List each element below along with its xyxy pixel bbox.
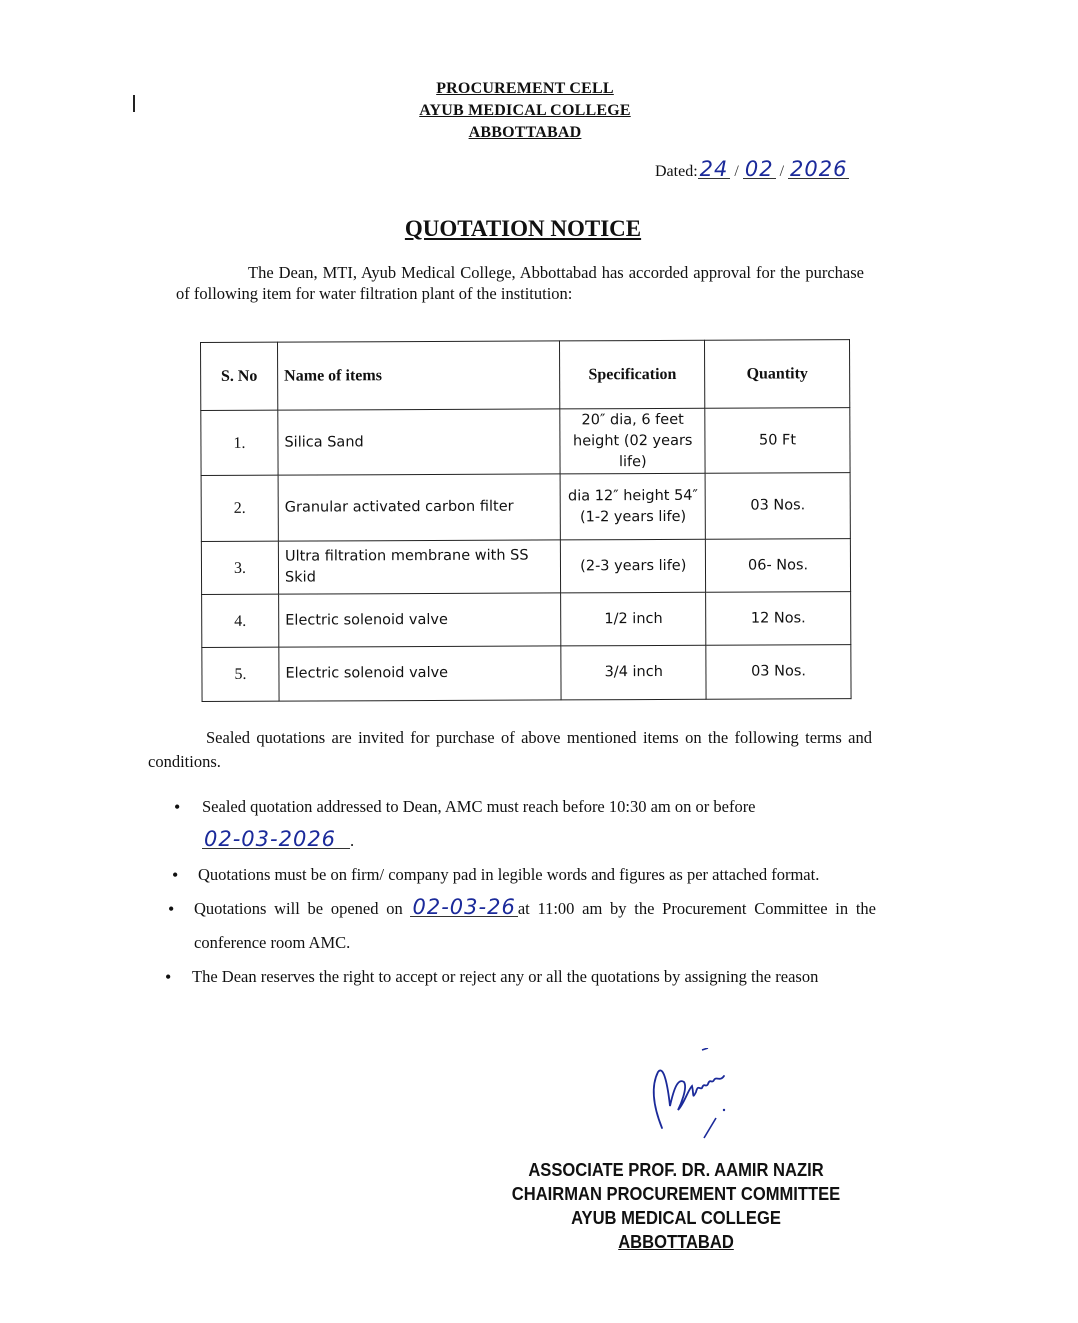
intro-paragraph: The Dean, MTI, Ayub Medical College, Abbottabad has accorded approval for the purchase of following item for water filtration plant of the institution: bbox=[176, 263, 864, 303]
signatory-name: ASSOCIATE PROF. DR. AAMIR NAZIR bbox=[528, 1160, 824, 1180]
term-text: Sealed quotation addressed to Dean, AMC must reach before 10:30 am on or before bbox=[202, 797, 756, 816]
items-table bbox=[200, 339, 852, 702]
cell-qty: 06- Nos. bbox=[706, 539, 851, 593]
signatory-city: ABBOTTABAD bbox=[618, 1232, 734, 1252]
bullet-icon: • bbox=[168, 899, 175, 919]
cell-spec: (2-3 years life) bbox=[561, 539, 706, 593]
term-text: The Dean reserves the right to accept or reject any or all the quotations by assigning the reason bbox=[192, 967, 819, 986]
term-text: at 11:00 am by the Procurement Committee in the conference room AMC. bbox=[194, 899, 876, 952]
cell-sno: 2. bbox=[201, 475, 278, 541]
cell-sno: 1. bbox=[201, 410, 278, 475]
cell-qty: 03 Nos. bbox=[706, 645, 851, 700]
cell-name: Electric solenoid valve bbox=[279, 646, 562, 701]
bullet-icon: • bbox=[172, 865, 179, 885]
header-quantity: Quantity bbox=[705, 340, 850, 409]
cell-sno: 3. bbox=[201, 541, 278, 594]
signatory-org: AYUB MEDICAL COLLEGE bbox=[571, 1208, 781, 1228]
cell-spec: 20″ dia, 6 feet height (02 years life) bbox=[560, 408, 705, 474]
signatory-designation: CHAIRMAN PROCUREMENT COMMITTEE bbox=[511, 1184, 841, 1204]
dated-year: 2026 bbox=[790, 157, 848, 181]
dated-day: 24 bbox=[699, 157, 729, 181]
cell-spec: 1/2 inch bbox=[561, 592, 706, 646]
bullet-icon: • bbox=[165, 967, 172, 987]
header-sno: S. No bbox=[201, 342, 278, 410]
table-row bbox=[202, 592, 851, 648]
table-row bbox=[201, 473, 850, 542]
term-text: Quotations will be opened on bbox=[194, 899, 403, 918]
cell-name: Granular activated carbon filter bbox=[278, 474, 561, 541]
cell-name: Electric solenoid valve bbox=[279, 593, 562, 647]
header-college: AYUB MEDICAL COLLEGE bbox=[419, 102, 631, 119]
date-separator: / bbox=[734, 163, 739, 180]
term-end-punctuation: . bbox=[350, 831, 355, 850]
cell-qty: 12 Nos. bbox=[706, 592, 851, 646]
terms-list bbox=[160, 790, 876, 994]
term-item bbox=[160, 790, 876, 858]
cell-spec: dia 12″ height 54″ (1-2 years life) bbox=[560, 473, 705, 540]
table-header-row bbox=[201, 340, 850, 411]
table-row bbox=[202, 645, 851, 702]
header-name: Name of items bbox=[278, 341, 561, 410]
term-item bbox=[160, 892, 876, 960]
cell-name: Ultra filtration membrane with SS Skid bbox=[278, 540, 561, 594]
cell-name: Silica Sand bbox=[278, 409, 561, 475]
header-procurement-cell: PROCUREMENT CELL bbox=[436, 80, 614, 97]
dated-line bbox=[655, 157, 849, 181]
header-specification: Specification bbox=[560, 340, 705, 409]
term-item bbox=[160, 858, 876, 892]
date-separator: / bbox=[779, 163, 785, 180]
header-city: ABBOTTABAD bbox=[468, 124, 582, 141]
cell-sno: 5. bbox=[202, 647, 279, 701]
dated-label: Dated: bbox=[655, 163, 698, 180]
signature bbox=[640, 1048, 750, 1148]
term-item bbox=[160, 960, 876, 994]
dated-month: 02 bbox=[744, 157, 774, 181]
page-title: QUOTATION NOTICE bbox=[404, 216, 642, 241]
cell-qty: 50 Ft bbox=[705, 408, 850, 474]
cell-spec: 3/4 inch bbox=[561, 645, 706, 700]
cell-sno: 4. bbox=[202, 594, 279, 647]
term-text: Quotations must be on firm/ company pad in legible words and figures as per attached format. bbox=[198, 865, 820, 884]
table-row bbox=[201, 539, 850, 595]
bullet-icon: • bbox=[174, 797, 181, 817]
cell-qty: 03 Nos. bbox=[705, 473, 850, 540]
term-opening-date: 02-03-26 bbox=[412, 895, 516, 919]
table-row bbox=[201, 408, 850, 476]
terms-intro-paragraph: Sealed quotations are invited for purchase of above mentioned items on the following terms and conditions. bbox=[148, 728, 872, 771]
signatory-block bbox=[496, 1158, 857, 1254]
term-deadline-date: 02-03-2026 bbox=[202, 830, 350, 849]
